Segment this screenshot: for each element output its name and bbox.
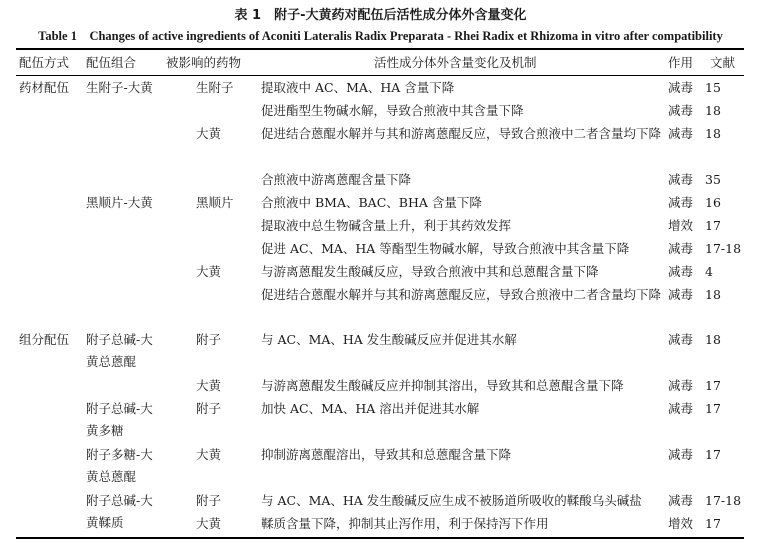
cell-effect: 鞣质含量下降，抑制其止泻作用，利于保持泻下作用 [261, 516, 549, 531]
cell-action: 增效 [668, 516, 694, 531]
cell-action: 减毒 [668, 287, 694, 302]
cell-ref: 18 [705, 332, 721, 347]
header-drug: 被影响的药物 [166, 55, 242, 70]
cell-ref: 17-18 [705, 241, 742, 256]
cell-effect: 与 AC、MA、HA 发生酸碱反应生成不被肠道所吸收的鞣酸乌头碱盐 [261, 493, 642, 508]
cell-action: 减毒 [668, 493, 694, 508]
cell-effect: 合煎液中 BMA、BAC、BHA 含量下降 [261, 195, 482, 210]
cell-effect: 加快 AC、MA、HA 溶出并促进其水解 [261, 401, 480, 416]
cell-effect: 抑制游离蒽醌溶出，导致其和总蒽醌含量下降 [261, 447, 512, 462]
cell-combo: 附子总碱-大黄总蒽醌 [86, 332, 153, 369]
cell-ref: 17 [705, 378, 721, 393]
cell-effect: 与游离蒽醌发生酸碱反应，导致合煎液中其和总蒽醌含量下降 [261, 264, 599, 279]
cell-combo: 附子总碱-大黄多糖 [86, 401, 153, 438]
header-combo: 配伍组合 [86, 55, 137, 70]
cell-ref: 15 [705, 80, 721, 95]
cell-drug: 大黄 [196, 447, 222, 462]
cell-drug: 生附子 [196, 80, 234, 95]
table-title-cn: 表 1 附子-大黄药对配伍后活性成分体外含量变化 [234, 8, 527, 23]
cell-ref: 17 [705, 516, 721, 531]
cell-effect: 提取液中总生物碱含量上升，利于其药效发挥 [261, 218, 512, 233]
cell-drug: 大黄 [196, 264, 222, 279]
cell-action: 减毒 [668, 172, 694, 187]
cell-ref: 18 [705, 103, 721, 118]
cell-action: 减毒 [668, 80, 694, 95]
header-mode: 配伍方式 [19, 55, 70, 70]
cell-combo: 附子总碱-大黄鞣质 [86, 493, 153, 530]
cell-ref: 17 [705, 401, 721, 416]
cell-ref: 17 [705, 218, 721, 233]
cell-action: 减毒 [668, 195, 694, 210]
top-rule [16, 48, 744, 50]
cell-drug: 大黄 [196, 126, 222, 141]
cell-effect: 促进酯型生物碱水解，导致合煎液中其含量下降 [261, 103, 524, 118]
cell-drug: 黑顺片 [196, 195, 234, 210]
cell-ref: 4 [705, 264, 713, 279]
cell-action: 减毒 [668, 401, 694, 416]
cell-action: 减毒 [668, 126, 694, 141]
cell-drug: 大黄 [196, 378, 222, 393]
cell-action: 减毒 [668, 447, 694, 462]
cell-drug: 附子 [196, 401, 222, 416]
cell-action: 减毒 [668, 264, 694, 279]
cell-ref: 17 [705, 447, 721, 462]
cell-effect: 合煎液中游离蒽醌含量下降 [261, 172, 412, 187]
cell-ref: 18 [705, 287, 721, 302]
cell-drug: 附子 [196, 493, 222, 508]
header-ref: 文献 [710, 55, 736, 70]
cell-combo: 附子多糖-大黄总蒽醌 [86, 447, 153, 484]
cell-effect: 提取液中 AC、MA、HA 含量下降 [261, 80, 455, 95]
cell-ref: 18 [705, 126, 721, 141]
cell-drug: 附子 [196, 332, 222, 347]
cell-drug: 大黄 [196, 516, 222, 531]
cell-action: 减毒 [668, 241, 694, 256]
header-effect: 活性成分体外含量变化及机制 [374, 55, 537, 70]
cell-action: 减毒 [668, 332, 694, 347]
cell-effect: 与游离蒽醌发生酸碱反应并抑制其溶出，导致其和总蒽醌含量下降 [261, 378, 624, 393]
cell-combo: 生附子-大黄 [86, 80, 153, 95]
cell-effect: 促进结合蒽醌水解并与其和游离蒽醌反应，导致合煎液中二者含量均下降 [261, 287, 662, 302]
header-action: 作用 [668, 55, 694, 70]
header-rule [16, 75, 744, 76]
cell-effect: 促进结合蒽醌水解并与其和游离蒽醌反应，导致合煎液中二者含量均下降 [261, 126, 662, 141]
cell-effect: 与 AC、MA、HA 发生酸碱反应并促进其水解 [261, 332, 517, 347]
cell-ref: 16 [705, 195, 721, 210]
cell-ref: 35 [705, 172, 721, 187]
cell-action: 减毒 [668, 103, 694, 118]
bottom-rule [16, 537, 744, 539]
cell-action: 减毒 [668, 378, 694, 393]
cell-mode: 药材配伍 [19, 80, 70, 95]
table-title-en: Table 1 Changes of active ingredients of Aconiti Lateralis Radix Preparata - Rhei Radix et Rhizoma in vitro after compatibility [38, 29, 723, 43]
cell-action: 增效 [668, 218, 694, 233]
cell-ref: 17-18 [705, 493, 742, 508]
cell-combo: 黑顺片-大黄 [86, 195, 153, 210]
cell-effect: 促进 AC、MA、HA 等酯型生物碱水解，导致合煎液中其含量下降 [261, 241, 630, 256]
cell-mode: 组分配伍 [19, 332, 70, 347]
